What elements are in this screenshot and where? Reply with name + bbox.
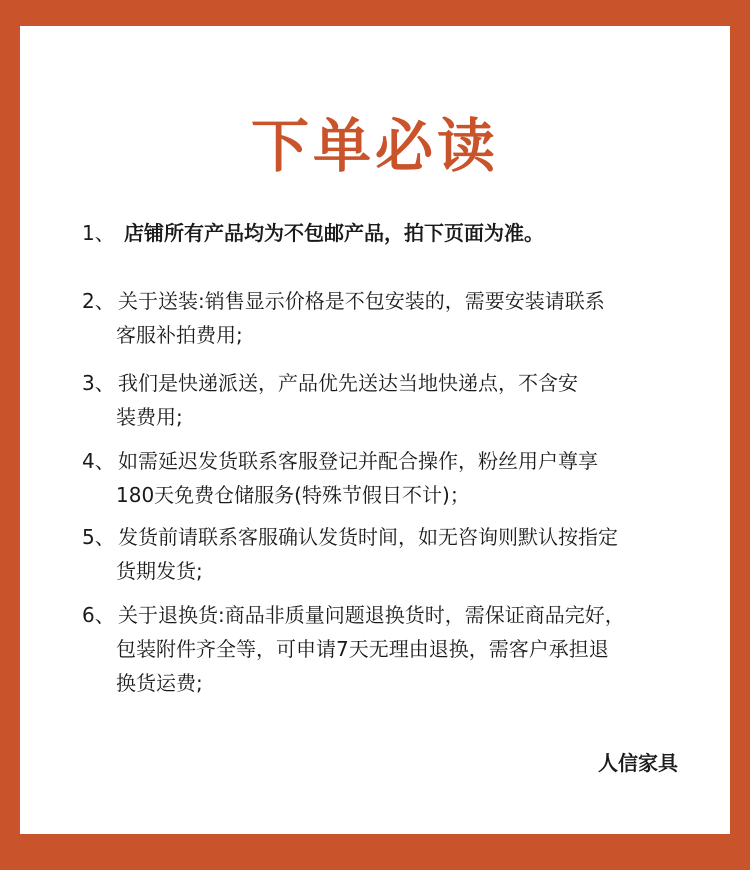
notice-item-2 — [82, 284, 702, 352]
item-text-line: 换货运费; — [116, 671, 203, 695]
item-text-line: 180天免费仓储服务(特殊节假日不计)； — [116, 483, 470, 507]
item-number: 4、 — [82, 449, 115, 473]
item-text-line: 发货前请联系客服确认发货时间，如无咨询则默认按指定 — [118, 525, 618, 549]
item-text-line: 关于送装:销售显示价格是不包安装的，需要安装请联系 — [118, 289, 605, 313]
item-text-line: 店铺所有产品均为不包邮产品，拍下页面为准。 — [124, 221, 544, 245]
shop-signature: 人信家具 — [598, 751, 678, 775]
notice-item-6 — [82, 598, 702, 700]
item-number: 2、 — [82, 289, 115, 313]
item-text-line: 货期发货; — [116, 559, 203, 583]
item-text-line: 装费用; — [116, 405, 183, 429]
notice-item-4 — [82, 444, 702, 512]
item-number: 1、 — [82, 221, 115, 245]
item-number: 3、 — [82, 371, 115, 395]
page-title: 下单必读 — [250, 112, 499, 180]
item-number: 5、 — [82, 525, 115, 549]
item-text-line: 我们是快递派送，产品优先送达当地快递点，不含安 — [118, 371, 578, 395]
item-text-line: 包装附件齐全等，可申请7天无理由退换，需客户承担退 — [116, 637, 609, 661]
notice-item-3 — [82, 366, 702, 434]
notice-item-1 — [82, 216, 702, 250]
notice-item-5 — [82, 520, 702, 588]
notice-card — [20, 26, 730, 834]
item-text-line: 如需延迟发货联系客服登记并配合操作，粉丝用户尊享 — [118, 449, 598, 473]
item-text-line: 关于退换货:商品非质量问题退换货时，需保证商品完好， — [118, 603, 625, 627]
item-number: 6、 — [82, 603, 115, 627]
item-text-line: 客服补拍费用; — [116, 323, 243, 347]
